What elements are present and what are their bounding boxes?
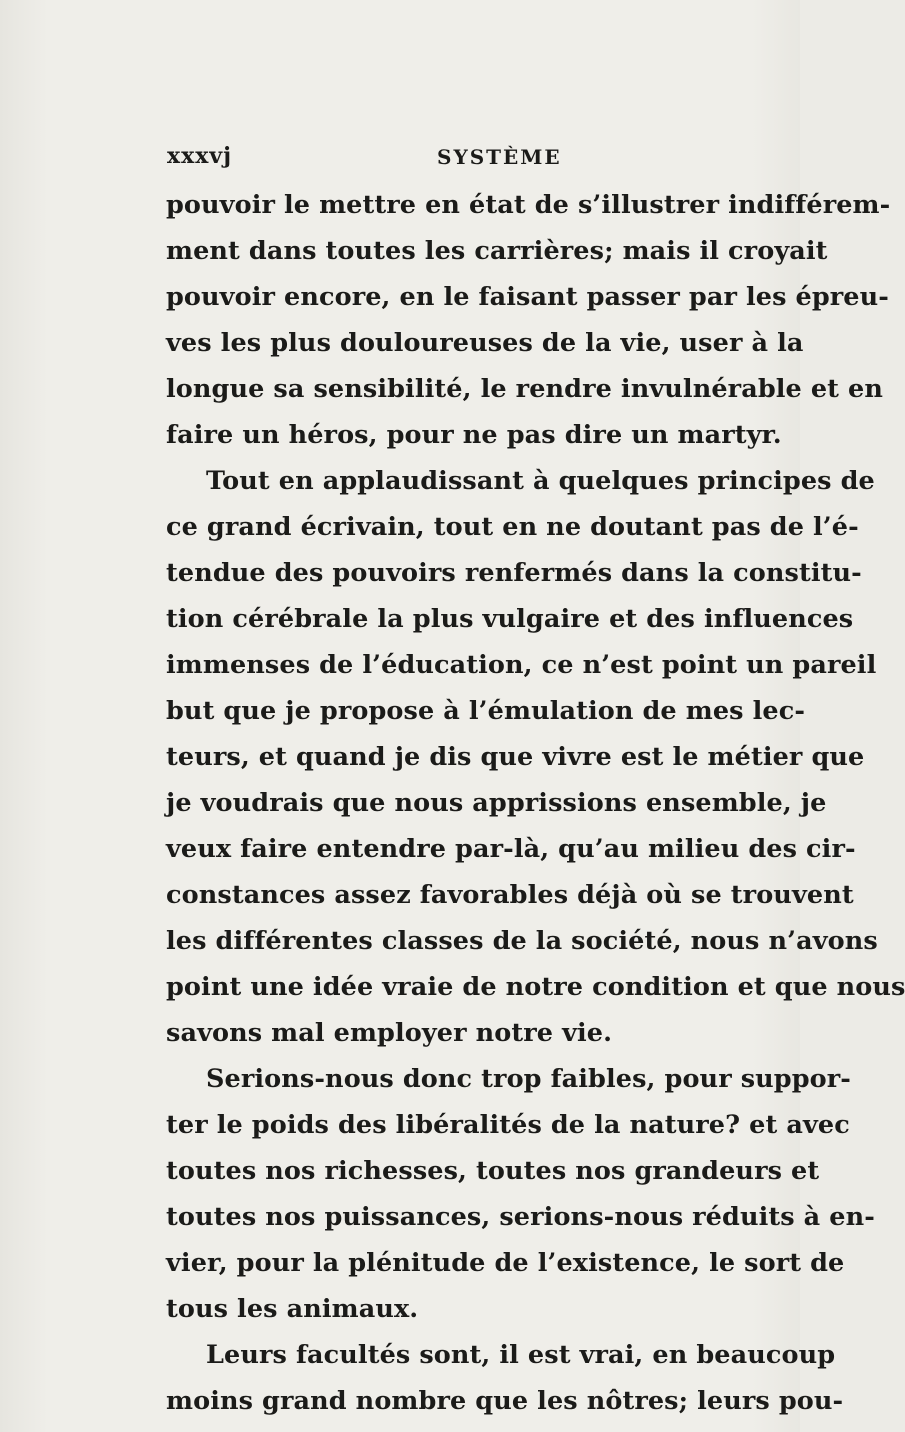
text-line: constances assez favorables déjà où se trouvent bbox=[166, 880, 854, 910]
text-line: Serions-nous donc trop faibles, pour suppor- bbox=[206, 1064, 851, 1094]
text-line: tion cérébrale la plus vulgaire et des influences bbox=[166, 604, 854, 634]
text-line: pouvoir le mettre en état de s’illustrer indifférem- bbox=[166, 190, 891, 220]
text-line: ter le poids des libéralités de la nature? et avec bbox=[166, 1110, 850, 1140]
text-line: tous les animaux. bbox=[166, 1294, 419, 1324]
text-line: ves les plus douloureuses de la vie, user à la bbox=[166, 328, 804, 358]
running-title: SYSTÈME bbox=[437, 145, 562, 169]
text-line: veux faire entendre par-là, qu’au milieu des cir- bbox=[166, 834, 856, 864]
text-line: ce grand écrivain, tout en ne doutant pas de l’é- bbox=[166, 512, 859, 542]
text-line: tendue des pouvoirs renfermés dans la constitu- bbox=[166, 558, 862, 588]
text-line: savons mal employer notre vie. bbox=[166, 1018, 613, 1048]
text-line: pouvoir encore, en le faisant passer par les épreu- bbox=[166, 282, 889, 312]
text-line: immenses de l’éducation, ce n’est point un pareil bbox=[166, 650, 877, 680]
text-line: je voudrais que nous apprissions ensemble, je bbox=[166, 788, 827, 818]
text-line: vier, pour la plénitude de l’existence, le sort de bbox=[166, 1248, 845, 1278]
text-line: toutes nos puissances, serions-nous réduits à en- bbox=[166, 1202, 875, 1232]
page-number: xxxvj bbox=[167, 143, 233, 169]
body-text bbox=[166, 182, 905, 1424]
text-line: faire un héros, pour ne pas dire un martyr. bbox=[166, 420, 782, 450]
running-head bbox=[167, 143, 767, 179]
text-line: point une idée vraie de notre condition et que nous bbox=[166, 972, 905, 1002]
text-line: ment dans toutes les carrières; mais il croyait bbox=[166, 236, 828, 266]
text-line: longue sa sensibilité, le rendre invulnérable et en bbox=[166, 374, 883, 404]
text-line: Tout en applaudissant à quelques principes de bbox=[206, 466, 875, 496]
text-line: toutes nos richesses, toutes nos grandeurs et bbox=[166, 1156, 820, 1186]
text-line: but que je propose à l’émulation de mes lec- bbox=[166, 696, 805, 726]
text-line: teurs, et quand je dis que vivre est le métier que bbox=[166, 742, 865, 772]
text-line: Leurs facultés sont, il est vrai, en beaucoup bbox=[206, 1340, 836, 1370]
text-line: les différentes classes de la société, nous n’avons bbox=[166, 926, 878, 956]
text-line: moins grand nombre que les nôtres; leurs pou- bbox=[166, 1386, 844, 1416]
